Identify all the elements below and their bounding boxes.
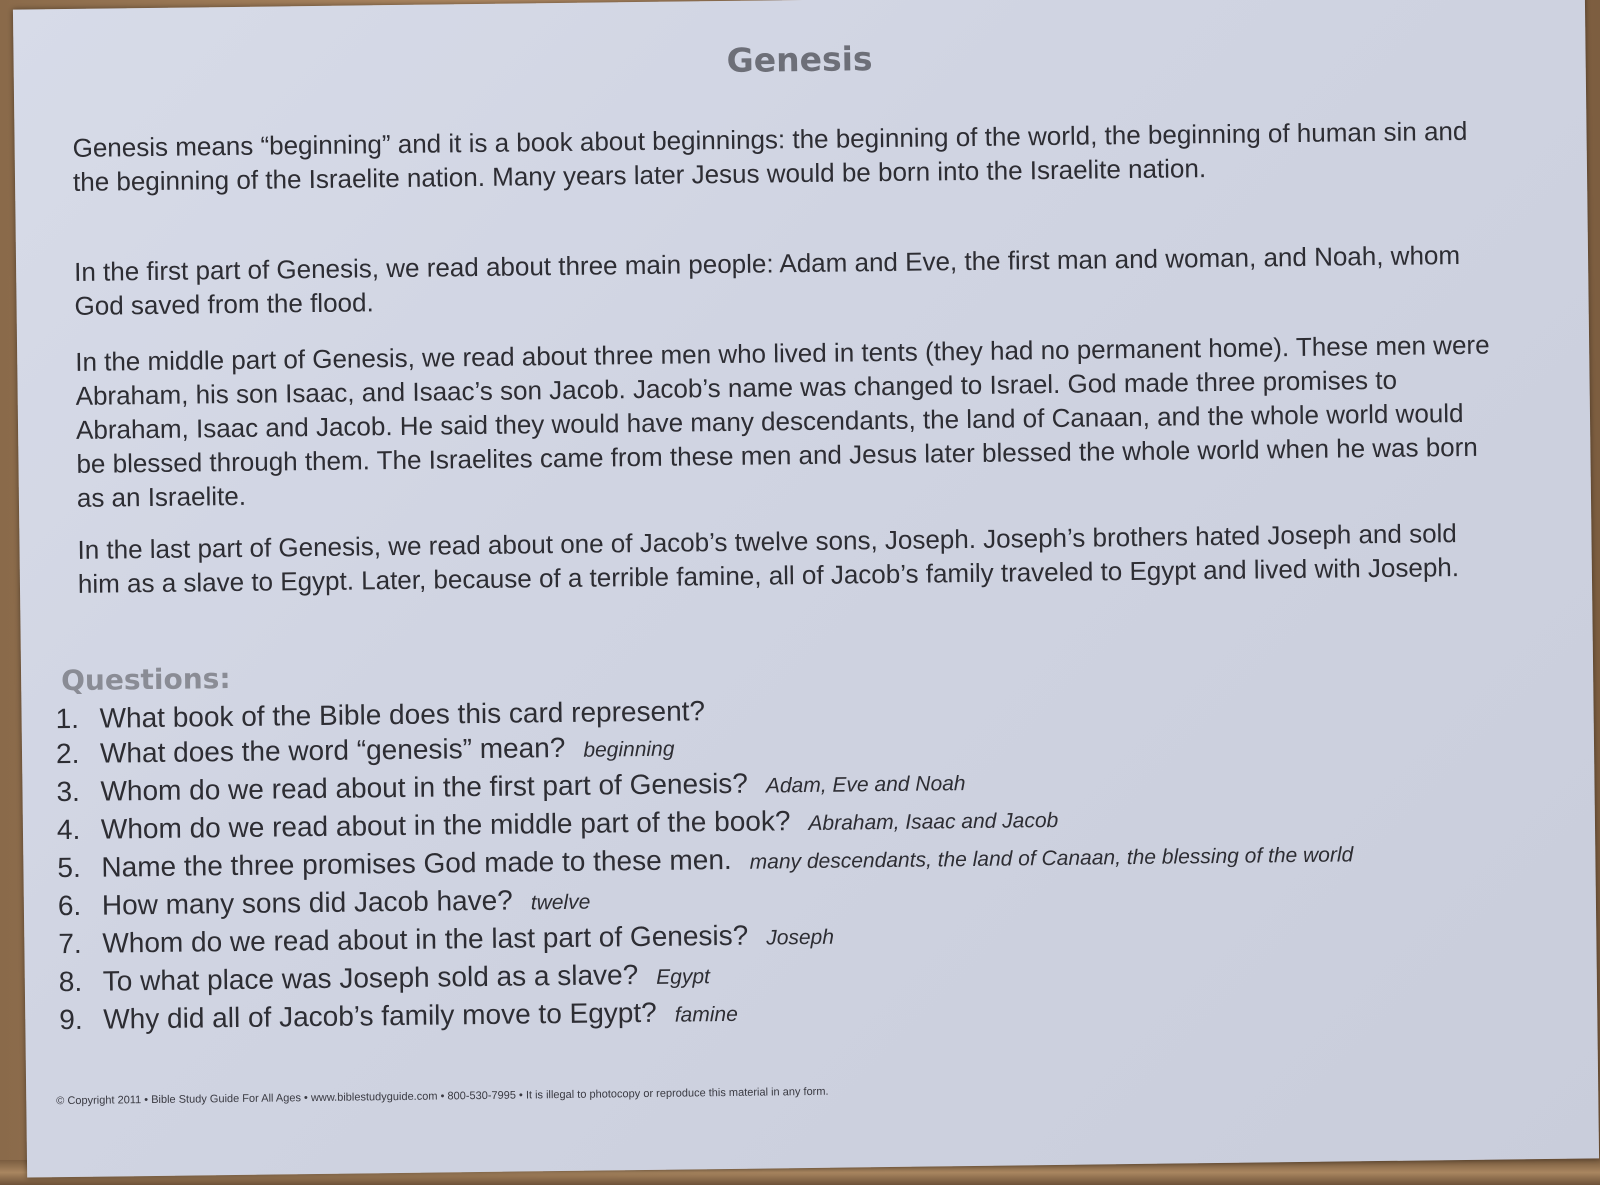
question-answer: beginning bbox=[583, 737, 675, 762]
question-number: 7. bbox=[58, 927, 82, 960]
card-title: Genesis bbox=[726, 39, 873, 80]
question-text: Why did all of Jacob’s family move to Egypt? bbox=[103, 996, 657, 1035]
paragraph-first-part: In the first part of Genesis, we read about three main people: Adam and Eve, the first man and woman, and Noah, whom God saved from the flood. bbox=[73, 239, 1461, 321]
question-answer: Egypt bbox=[656, 965, 711, 989]
question-answer: twelve bbox=[530, 890, 591, 915]
question-text: Whom do we read about in the middle part of the book? bbox=[100, 805, 791, 845]
questions-heading: Questions: bbox=[60, 662, 231, 698]
question-number: 2. bbox=[55, 737, 80, 770]
question-text: Whom do we read about in the last part of Genesis? bbox=[102, 919, 749, 959]
paragraph-last-part: In the last part of Genesis, we read about one of Jacob’s twelve sons, Joseph. Joseph’s brothers hated Joseph and sold him as a slave to Egypt. Later, because of a terrible famine, all of Jacob’s family traveled to Egypt and lived with Joseph. bbox=[77, 518, 1460, 599]
question-number: 8. bbox=[58, 965, 83, 998]
question-text: What book of the Bible does this card represent? bbox=[99, 695, 706, 734]
paragraph-middle-part: In the middle part of Genesis, we read about three men who lived in tents (they had no permanent home). These men were Abraham, his son Isaac, and Isaac’s son Jacob. Jacob’s name was changed to Israel. God made three promises to Abraham, Isaac and Jacob. He said they would have many descendants, the land of Canaan, and the whole world would be blessed through them. The Israelites came from these men and Jesus later blessed the whole world when he was born as an Israelite. bbox=[75, 329, 1490, 513]
question-answer: Adam, Eve and Noah bbox=[765, 772, 966, 798]
questions-list bbox=[55, 683, 1539, 1040]
question-number: 1. bbox=[55, 702, 80, 735]
question-answer: famine bbox=[674, 1002, 738, 1027]
study-card bbox=[13, 0, 1599, 1178]
question-number: 9. bbox=[59, 1003, 83, 1036]
question-number: 6. bbox=[57, 889, 82, 922]
question-text: Name the three promises God made to these men. bbox=[101, 843, 732, 883]
question-text: Whom do we read about in the first part of Genesis? bbox=[100, 767, 749, 807]
question-answer: Joseph bbox=[766, 925, 835, 950]
question-text: To what place was Joseph sold as a slave? bbox=[102, 959, 639, 997]
paragraph-meaning: Genesis means “beginning” and it is a book about beginnings: the beginning of the world, the beginning of human sin and the beginning of the Israelite nation. Many years later Jesus would be born into the Israelite nation. bbox=[72, 115, 1468, 197]
question-text: How many sons did Jacob have? bbox=[101, 884, 513, 921]
question-number: 3. bbox=[56, 775, 81, 808]
question-answer: many descendants, the land of Canaan, the blessing of the world bbox=[749, 843, 1354, 874]
question-text: What does the word “genesis” mean? bbox=[99, 731, 566, 769]
copyright-footer: © Copyright 2011 • Bible Study Guide For All Ages • www.biblestudyguide.com • 800-530-7995 • It is illegal to photocopy or reproduce this material in any form. bbox=[56, 1085, 829, 1108]
question-number: 5. bbox=[57, 851, 81, 884]
question-answer: Abraham, Isaac and Jacob bbox=[808, 808, 1059, 835]
question-number: 4. bbox=[56, 813, 81, 846]
